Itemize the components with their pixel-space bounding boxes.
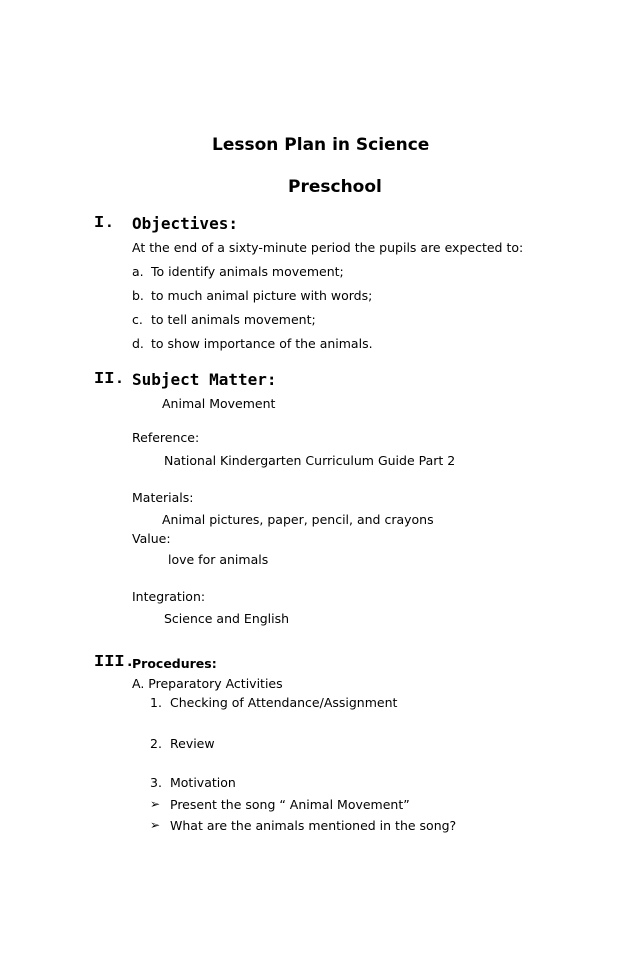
- objectives-intro: At the end of a sixty-minute period the pupils are expected to:: [132, 240, 524, 255]
- section-numeral-objectives: I.: [94, 214, 115, 233]
- materials-text: Animal pictures, paper, pencil, and crayons: [162, 512, 434, 527]
- objective-marker: c.: [132, 312, 143, 327]
- procedures-heading: Procedures:: [132, 656, 217, 671]
- objective-item: to much animal picture with words;: [151, 288, 373, 303]
- subject-matter-heading: Subject Matter:: [132, 370, 277, 389]
- step-number: 3.: [150, 775, 162, 790]
- arrow-bullet-icon: ➢: [150, 818, 161, 832]
- objective-item: to tell animals movement;: [151, 312, 316, 327]
- objective-item: to show importance of the animals.: [151, 336, 373, 351]
- step-number: 1.: [150, 695, 162, 710]
- section-numeral-subject-matter: II.: [94, 370, 125, 389]
- reference-label: Reference:: [132, 430, 200, 445]
- reference-text: National Kindergarten Curriculum Guide Part 2: [164, 453, 456, 468]
- step-text: Motivation: [170, 775, 236, 790]
- integration-text: Science and English: [164, 611, 290, 626]
- objective-marker: d.: [132, 336, 144, 351]
- arrow-bullet-icon: ➢: [150, 797, 161, 811]
- step-text: Checking of Attendance/Assignment: [170, 695, 398, 710]
- materials-label: Materials:: [132, 490, 194, 505]
- value-label: Value:: [132, 531, 171, 546]
- objectives-heading: Objectives:: [132, 214, 238, 233]
- document-title: Lesson Plan in Science: [212, 135, 430, 155]
- step-number: 2.: [150, 736, 162, 751]
- bullet-text: Present the song “ Animal Movement”: [170, 797, 410, 812]
- bullet-text: What are the animals mentioned in the song?: [170, 818, 457, 833]
- integration-label: Integration:: [132, 589, 206, 604]
- step-text: Review: [170, 736, 215, 751]
- objective-marker: a.: [132, 264, 144, 279]
- procedures-section-a: A. Preparatory Activities: [132, 676, 283, 691]
- value-text: love for animals: [168, 552, 269, 567]
- objective-marker: b.: [132, 288, 144, 303]
- document-subtitle: Preschool: [288, 177, 382, 197]
- subject-topic: Animal Movement: [162, 396, 276, 411]
- section-numeral-procedures: III.: [94, 653, 135, 672]
- objective-item: To identify animals movement;: [151, 264, 344, 279]
